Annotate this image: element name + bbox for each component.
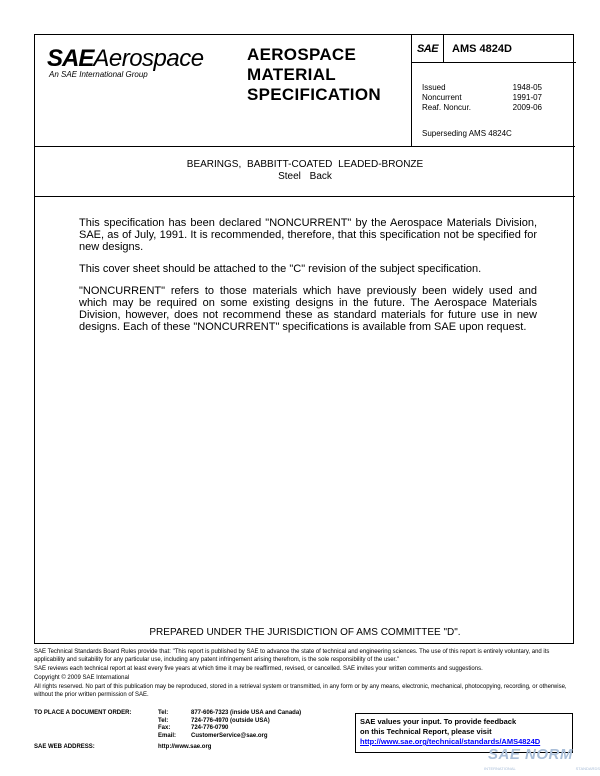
spec-number-row — [412, 35, 576, 63]
header-right-box — [411, 35, 575, 147]
contact-row — [158, 710, 378, 718]
date-label: Issued — [422, 83, 446, 92]
title-line-3: SPECIFICATION — [247, 85, 381, 104]
legal-footer — [34, 648, 572, 700]
contact-row — [158, 725, 378, 733]
logo-sae-text: SAE — [47, 45, 94, 72]
sae-aerospace-logo — [47, 45, 204, 79]
date-label: Noncurrent — [422, 93, 462, 102]
body-paragraph-1: This specification has been declared "NONCURRENT" by the Aerospace Materials Division, SAE, as of July, 1991. It is recommended, therefore, that this specification not be specified for new designs. — [79, 217, 537, 253]
sae-norm-watermark: SAE NORM — [488, 746, 573, 763]
body-text — [79, 217, 537, 343]
web-address-link[interactable]: http://www.sae.org — [158, 744, 212, 750]
contact-row — [158, 718, 378, 726]
web-address — [34, 744, 212, 750]
body-paragraph-3: "NONCURRENT" refers to those materials which have previously been widely used and which may be required on some existing designs in the future. The Aerospace Materials Division, however, does not recommend these as standard materials for future use in new designs. Each of these "NONCURRENT" specifications is available from SAE upon request. — [79, 285, 537, 333]
watermark-sub-right: STANDARDS — [575, 766, 600, 771]
contact-value: 877-606-7323 (inside USA and Canada) — [191, 710, 302, 716]
date-value: 2009-06 — [512, 103, 542, 112]
title-line-1: AEROSPACE — [247, 45, 357, 64]
subject-divider — [35, 196, 575, 197]
date-table — [422, 83, 542, 113]
contact-key: Tel: — [158, 710, 169, 716]
subject-line-1: BEARINGS, BABBITT-COATED LEADED-BRONZE — [186, 159, 424, 170]
logo-tagline: An SAE International Group — [49, 70, 148, 79]
watermark-subtitle — [484, 766, 600, 771]
footer-review: SAE reviews each technical report at least every five years at which time it may be reaffirmed, revised, or cancelled. SAE invites your written comments and suggestions. — [34, 666, 483, 672]
footer-copyright: Copyright © 2009 SAE International — [34, 675, 130, 681]
header-left-box — [35, 35, 411, 147]
contact-key: Email: — [158, 732, 177, 739]
document-frame — [34, 34, 574, 644]
contact-value: 724-776-0790 — [191, 725, 229, 731]
feedback-link[interactable]: http://www.sae.org/technical/standards/AMS4824D — [360, 737, 541, 746]
logo-aerospace-text: Aerospace — [93, 45, 204, 72]
sae-mini-logo: SAE — [412, 35, 444, 63]
footer-rules: SAE Technical Standards Board Rules provide that: "This report is published by SAE to advance the state of technical and engineering sciences. The use of this report is entirely voluntary, and its applicability and suitability for any particular use, including any patent infringement arising therefrom, is the sole responsibility of the user." — [34, 649, 550, 663]
subject-line-2: Steel Back — [278, 171, 332, 182]
spec-number: AMS 4824D — [452, 43, 512, 55]
feedback-line-2: on this Technical Report, please visit — [360, 727, 492, 736]
contact-list — [158, 710, 378, 740]
contact-key: Fax: — [158, 725, 171, 731]
date-label: Reaf. Noncur. — [422, 103, 471, 112]
contact-row — [158, 733, 378, 741]
document-type-title — [247, 45, 381, 105]
superseding-note: Superseding AMS 4824C — [422, 129, 512, 138]
prepared-under-statement: PREPARED UNDER THE JURISDICTION OF AMS COMMITTEE "D". — [149, 627, 461, 638]
document-subject — [35, 159, 575, 183]
date-value: 1948-05 — [512, 83, 542, 92]
footer-rights: All rights reserved. No part of this publication may be reproduced, stored in a retrieval system or transmitted, in any form or by any means, electronic, mechanical, photocopying, recording, or otherwise, without the prior written permission of SAE. — [34, 684, 567, 698]
contact-email[interactable]: CustomerService@sae.org — [191, 732, 268, 739]
date-value: 1991-07 — [512, 93, 542, 102]
date-row-reaffirmed — [422, 103, 542, 113]
contact-value: 724-776-4970 (outside USA) — [191, 717, 270, 724]
feedback-line-1: SAE values your input. To provide feedback — [360, 717, 517, 726]
title-line-2: MATERIAL — [247, 65, 336, 84]
watermark-sub-left: INTERNATIONAL — [484, 766, 516, 771]
date-row-issued — [422, 83, 542, 93]
date-row-noncurrent — [422, 93, 542, 103]
contact-key: Tel: — [158, 717, 169, 724]
web-address-label: SAE WEB ADDRESS: — [34, 744, 95, 750]
body-paragraph-2: This cover sheet should be attached to the "C" revision of the subject specification. — [79, 263, 482, 275]
order-label: TO PLACE A DOCUMENT ORDER: — [34, 710, 132, 716]
